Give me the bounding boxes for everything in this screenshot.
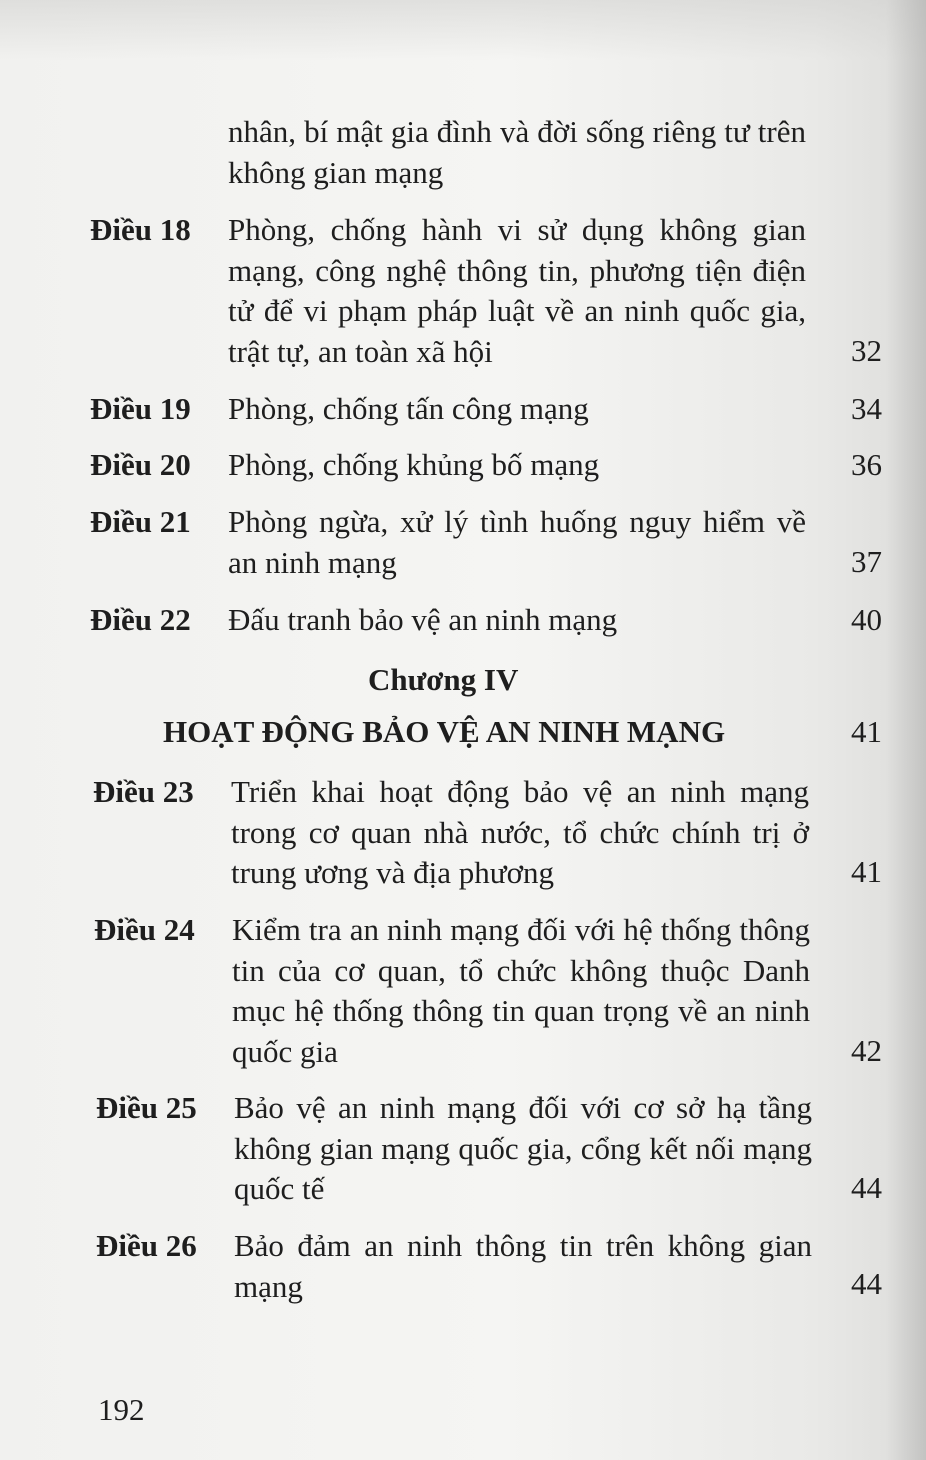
toc-entry-label: Điều 20 bbox=[90, 447, 191, 482]
toc-entry-dieu-18 bbox=[90, 210, 882, 372]
toc-entry-label: Điều 21 bbox=[90, 504, 191, 539]
toc-entry-label: Điều 25 bbox=[96, 1090, 197, 1125]
toc-entry-text: Phòng, chống hành vi sử dụng không gian mạng, công nghệ thông tin, phương tiện điện tử để vi phạm pháp luật về an ninh quốc gia, trật tự, an toàn xã hội bbox=[228, 212, 806, 369]
toc-entry-page: 40 bbox=[851, 602, 882, 637]
toc-entry-dieu-22 bbox=[90, 600, 882, 641]
toc-entry-dieu-24 bbox=[94, 910, 886, 1072]
toc-entry-label: Điều 18 bbox=[90, 212, 191, 247]
toc-entry-text: Kiểm tra an ninh mạng đối với hệ thống thông tin của cơ quan, tổ chức không thuộc Danh mục hệ thống thông tin quan trọng về an ninh quốc gia bbox=[232, 912, 810, 1069]
toc-entry-page: 32 bbox=[851, 333, 882, 368]
toc-entry-dieu-19 bbox=[90, 389, 882, 430]
chapter-heading: Chương IV bbox=[368, 662, 519, 697]
toc-entry-text: nhân, bí mật gia đình và đời sống riêng tư trên không gian mạng bbox=[228, 114, 806, 190]
toc-entry-dieu-26 bbox=[96, 1226, 888, 1307]
chapter-page: 41 bbox=[851, 714, 882, 749]
toc-entry-text: Triển khai hoạt động bảo vệ an ninh mạng trong cơ quan nhà nước, tổ chức chính trị ở trung ương và địa phương bbox=[231, 774, 809, 890]
toc-entry-label: Điều 22 bbox=[90, 602, 191, 637]
toc-entry-label: Điều 23 bbox=[93, 774, 194, 809]
toc-entry-dieu-25 bbox=[96, 1088, 888, 1210]
toc-entry-page: 44 bbox=[851, 1266, 882, 1301]
toc-entry-label: Điều 24 bbox=[94, 912, 195, 947]
toc-entry-text: Đấu tranh bảo vệ an ninh mạng bbox=[228, 602, 618, 637]
toc-entry-label: Điều 19 bbox=[90, 391, 191, 426]
toc-entry-text: Bảo đảm an ninh thông tin trên không gian mạng bbox=[234, 1228, 812, 1304]
toc-entry-page: 44 bbox=[851, 1170, 882, 1205]
toc-entry-text: Phòng, chống tấn công mạng bbox=[228, 391, 589, 426]
toc-entry-text: Bảo vệ an ninh mạng đối với cơ sở hạ tầng không gian mạng quốc gia, cổng kết nối mạng quốc tế bbox=[234, 1090, 812, 1206]
toc-entry-page: 34 bbox=[851, 391, 882, 426]
toc-entry-dieu-21 bbox=[90, 502, 882, 583]
chapter-title: HOẠT ĐỘNG BẢO VỆ AN NINH MẠNG bbox=[163, 714, 726, 749]
toc-entry-page: 36 bbox=[851, 447, 882, 482]
page-number: 192 bbox=[98, 1392, 145, 1427]
toc-entry-dieu-23 bbox=[93, 772, 885, 894]
toc-entry-dieu-20 bbox=[90, 445, 882, 486]
page-binding-shadow bbox=[886, 0, 926, 1460]
toc-entry-page: 41 bbox=[851, 854, 882, 889]
toc-entry-page: 42 bbox=[851, 1033, 882, 1068]
toc-entry-continued bbox=[90, 112, 882, 193]
toc-entry-page: 37 bbox=[851, 544, 882, 579]
page-top-shadow bbox=[0, 0, 926, 60]
toc-entry-label: Điều 26 bbox=[96, 1228, 197, 1263]
toc-entry-text: Phòng ngừa, xử lý tình huống nguy hiểm về an ninh mạng bbox=[228, 504, 806, 580]
toc-entry-text: Phòng, chống khủng bố mạng bbox=[228, 447, 600, 482]
